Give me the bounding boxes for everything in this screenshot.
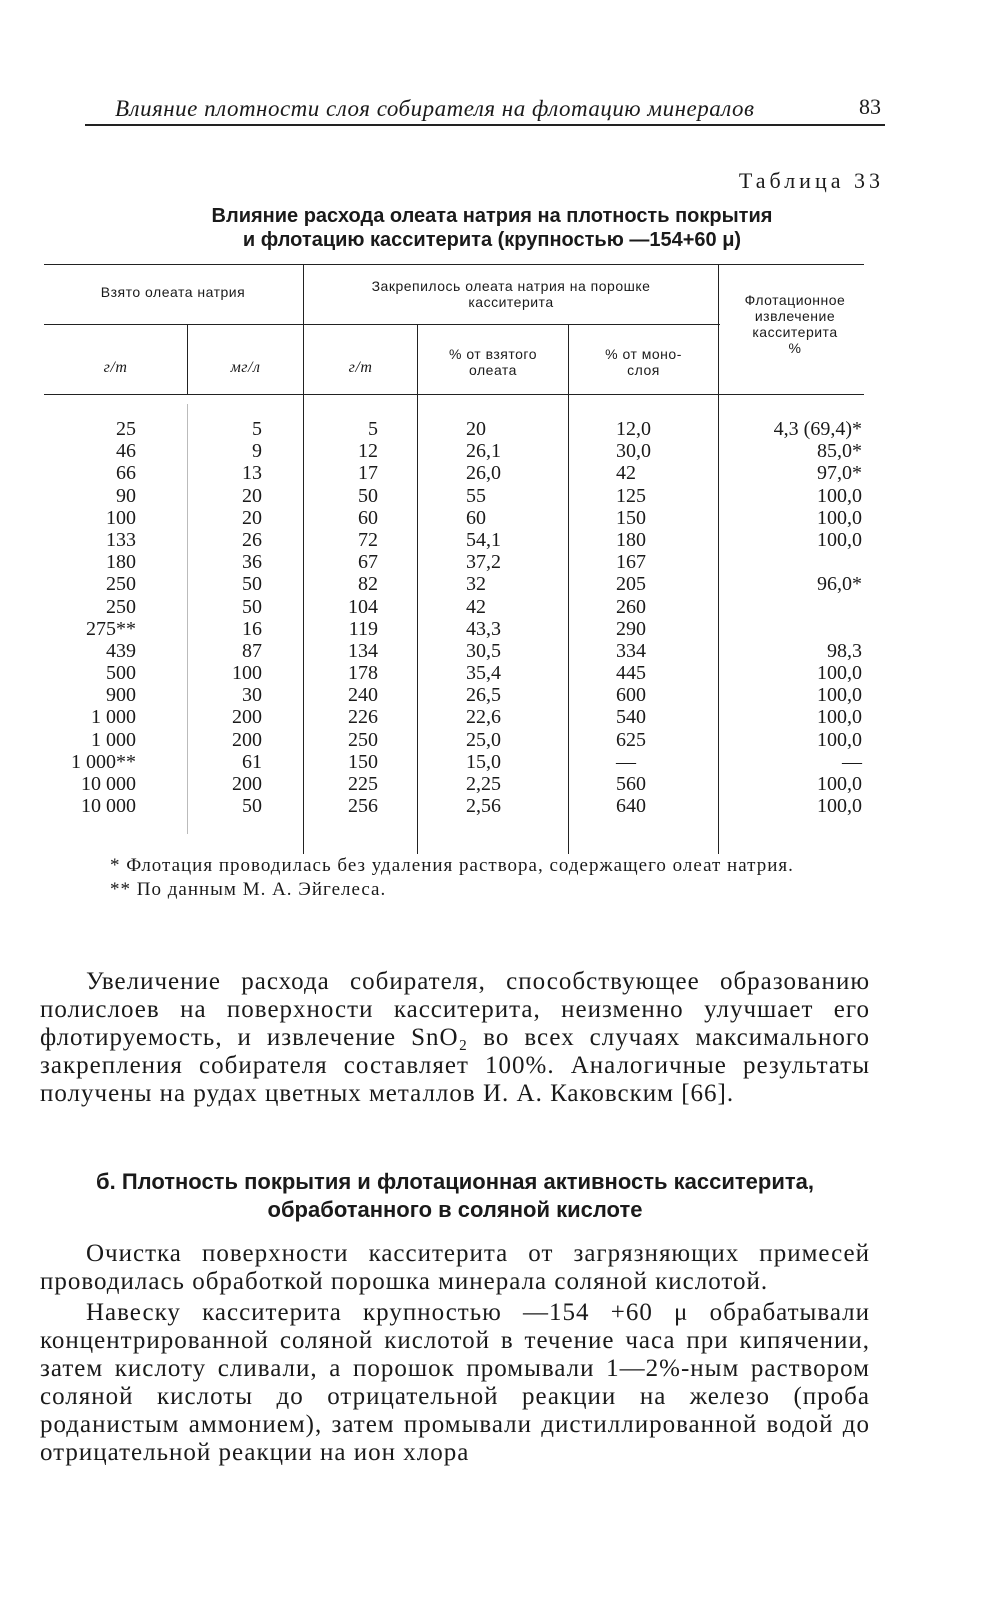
header-fixed-line: Закрепилось олеата натрия на порошке [371,278,651,294]
table-cell: 640 [616,795,646,818]
table-cell: 30,5 [466,639,501,662]
table-cell: 500 [106,662,136,685]
table-cell: 200 [232,773,262,795]
table-cell: 250 [106,595,136,618]
table-cell: 55 [466,484,486,507]
table-cell: 134 [348,639,378,662]
header-recovery-line: касситерита [752,324,838,340]
paragraph: Увеличение расхода собирателя, способствующее образованию полислоев на поверхности касситерита, неизменно улучшает его флотируемость, и извлечение SnO₂ во всех случаях максимального закрепления собирателя составляет 100%. Аналогичные результаты получены на рудах цветных металлов И. А. Каковским [66]. [40,968,870,1107]
table-cell: 30,0 [616,440,651,463]
table-cell: 60 [358,506,378,529]
running-header [85,94,885,126]
footnote-2: ** По данным М. А. Эйгелеса. [110,879,387,900]
table-cell: 32 [466,573,486,596]
table-cell: — [842,750,862,773]
table-cell: 60 [466,506,486,529]
header-unit-gt-fixed: г/т [348,359,373,376]
col-divider [417,324,418,854]
table-cell: 42 [466,595,486,618]
table-cell: 12 [358,440,378,463]
page-number: 83 [859,94,881,119]
column-recovery [720,418,862,817]
header-taken-group: Взято олеата натрия [100,284,246,300]
table-cell: 90 [116,484,136,507]
section-heading-line: б. Плотность покрытия и флотационная активность касситерита, [96,1169,814,1194]
table-cell: 100,0 [817,484,862,507]
table-cell [720,618,862,640]
table-cell: 35,4 [466,662,501,685]
table-cell: 240 [348,684,378,707]
table-cell: 200 [232,706,262,729]
data-table [40,264,900,874]
table-cell: 42 [616,462,636,485]
table-cell: 15,0 [466,750,501,773]
paragraph: Очистка поверхности касситерита от загрязняющих примесей проводилась обработкой порошка минерала соляной кислотой. [40,1240,870,1295]
header-recovery-line: Флотационное [744,292,846,308]
table-cell: 97,0* [817,462,862,485]
table-top-rule [44,264,864,265]
table-cell: 87 [242,639,262,662]
section-heading-line: обработанного в соляной кислоте [267,1197,643,1222]
table-cell: 12,0 [616,418,651,440]
table-cell: 66 [116,462,136,485]
table-cell: 1 000** [71,750,136,773]
table-cell: 30 [242,684,262,707]
table-cell: 180 [616,528,646,551]
table-cell: 36 [242,551,262,574]
header-fixed-line: касситерита [468,294,554,310]
table-cell: 9 [252,440,262,463]
table-caption [60,204,924,252]
table-cell: 98,3 [827,639,862,662]
column-pct-taken [466,418,566,817]
table-cell: 22,6 [466,706,501,729]
header-recovery-line: извлечение [754,308,836,324]
table-cell: 2,56 [466,795,501,818]
table-cell: 250 [106,573,136,596]
table-cell: 25 [116,418,136,440]
table-cell: 125 [616,484,646,507]
table-cell: 50 [358,484,378,507]
header-pct-mono-line: слоя [627,362,660,378]
table-cell: 205 [616,573,646,596]
table-cell: 26,1 [466,440,501,463]
table-cell: 10 000 [81,773,136,795]
table-cell: 1 000 [91,728,136,751]
table-cell: 439 [106,639,136,662]
table-cell: 540 [616,706,646,729]
header-fixed-group [304,278,718,310]
table-cell: 250 [348,728,378,751]
table-cell: 100,0 [817,706,862,729]
table-cell: 20 [466,418,486,440]
header-pct-taken [418,346,568,378]
table-cell: 600 [616,684,646,707]
footnotes [40,854,890,902]
table-cell: 200 [232,728,262,751]
table-caption-line: Влияние расхода олеата натрия на плотность покрытия [211,205,773,227]
header-unit-gt: г/т [103,359,128,376]
table-cell: 625 [616,728,646,751]
col-divider [187,324,188,394]
table-cell: 2,25 [466,773,501,795]
table-cell: 100,0 [817,528,862,551]
table-cell: 96,0* [817,573,862,596]
column-pct-mono [616,418,716,817]
column-taken-gt [44,418,136,817]
table-cell: 37,2 [466,551,501,574]
header-pct-mono [569,346,718,378]
table-cell: 26,0 [466,462,501,485]
header-recovery [720,292,870,356]
table-cell: 43,3 [466,617,501,640]
table-cell: 225 [348,773,378,795]
col-divider [718,264,719,854]
table-cell: 100,0 [817,684,862,707]
table-cell: 275** [86,617,136,640]
table-cell: 50 [242,595,262,618]
table-cell [720,596,862,618]
table-cell: 100,0 [817,773,862,795]
table-cell: 100 [232,662,262,685]
table-label: Таблица 33 [738,168,884,193]
header-recovery-line: % [788,340,802,356]
table-cell: 61 [242,750,262,773]
table-cell: 10 000 [81,795,136,818]
table-cell: 50 [242,573,262,596]
table-cell: 256 [348,795,378,818]
header-pct-taken-line: олеата [469,362,517,378]
table-cell: 180 [106,551,136,574]
table-cell: 100,0 [817,728,862,751]
footnote-1: * Флотация проводилась без удаления раствора, содержащего олеат натрия. [110,855,794,876]
table-cell: 100,0 [817,795,862,818]
table-caption-line: и флотацию касситерита (крупностью —154+60 μ) [242,229,742,251]
header-unit-mgl: мг/л [230,359,261,376]
table-cell: 100,0 [817,506,862,529]
table-cell: 26 [242,528,262,551]
section-heading [40,1168,870,1224]
table-cell: 26,5 [466,684,501,707]
table-cell: 150 [616,506,646,529]
column-fixed-gt [304,418,378,817]
table-cell: 133 [106,528,136,551]
table-cell [720,551,862,573]
table-cell: 167 [616,551,646,574]
table-cell: 16 [242,617,262,640]
table-cell: 226 [348,706,378,729]
table-cell: 17 [358,462,378,485]
column-taken-mgl [190,418,262,817]
table-cell: 445 [616,662,646,685]
table-cell: 178 [348,662,378,685]
col-divider [187,404,188,834]
table-cell: 104 [348,595,378,618]
table-cell: 100,0 [817,662,862,685]
table-cell: 260 [616,595,646,618]
header-subrule [44,324,720,325]
table-cell: 20 [242,484,262,507]
table-cell: 13 [242,462,262,485]
table-cell: 290 [616,617,646,640]
table-cell: 50 [242,795,262,818]
table-cell: 560 [616,773,646,795]
col-divider [568,324,569,854]
table-cell: 72 [358,528,378,551]
table-cell: 67 [358,551,378,574]
running-title: Влияние плотности слоя собирателя на флотацию минералов [115,96,755,121]
table-cell: 25,0 [466,728,501,751]
table-cell: 119 [348,617,378,640]
table-cell: 20 [242,506,262,529]
table-cell: — [616,750,636,773]
table-cell: 334 [616,639,646,662]
table-cell: 54,1 [466,528,501,551]
paragraph: Навеску касситерита крупностью —154 +60 μ обрабатывали концентрированной соляной кислотой в течение часа при кипячении, затем кислоту сливали, а порошок промывали 1—2%-ным раствором соляной кислоты до отрицательной реакции на железо (проба роданистым аммонием), затем промывали дистиллированной водой до отрицательной реакции на ион хлора [40,1299,870,1466]
header-pct-taken-line: % от взятого [448,346,538,362]
table-cell: 85,0* [817,440,862,463]
table-cell: 100 [106,506,136,529]
table-cell: 82 [358,573,378,596]
table-cell: 46 [116,440,136,463]
table-cell: 150 [348,750,378,773]
table-cell: 5 [368,418,378,440]
table-cell: 5 [252,418,262,440]
header-bottom-rule [44,394,864,395]
table-cell: 900 [106,684,136,707]
table-cell: 4,3 (69,4)* [773,418,862,440]
header-pct-mono-line: % от моно- [605,346,682,362]
table-cell: 1 000 [91,706,136,729]
